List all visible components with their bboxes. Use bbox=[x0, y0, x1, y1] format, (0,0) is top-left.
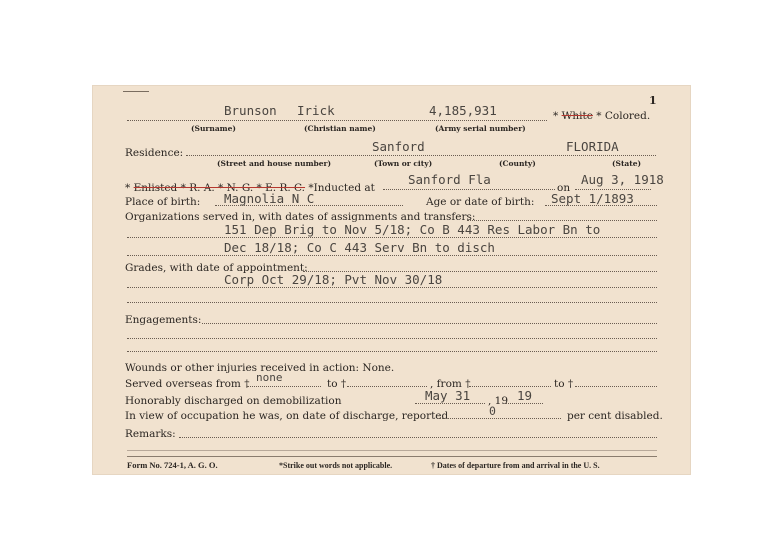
draft-record-card bbox=[93, 86, 690, 474]
birthplace-value: Magnolia N C bbox=[224, 191, 315, 206]
overseas-from2-line bbox=[469, 386, 551, 387]
birthdate-line bbox=[545, 205, 657, 206]
organizations-label: Organizations served in, with dates of assignments and transfers: bbox=[125, 211, 476, 223]
surname-value: Brunson bbox=[224, 103, 277, 118]
organizations-line-1: 151 Dep Brig to Nov 5/18; Co B 443 Res Labor Bn to bbox=[224, 222, 601, 237]
christian-name-value: Irick bbox=[297, 103, 335, 118]
town-value: Sanford bbox=[372, 139, 425, 154]
engagements-line-0 bbox=[202, 323, 657, 324]
organizations-underline-1 bbox=[127, 237, 657, 238]
discharge-year-value: 19 bbox=[517, 388, 533, 403]
serial-caption: (Army serial number) bbox=[435, 124, 526, 133]
remarks-label: Remarks: bbox=[125, 428, 176, 440]
grades-underline-1 bbox=[127, 287, 657, 288]
engagements-line-1 bbox=[127, 338, 657, 339]
grades-value: Corp Oct 29/18; Pvt Nov 30/18 bbox=[224, 272, 443, 287]
organizations-underline-2 bbox=[127, 255, 657, 256]
footer-rule bbox=[127, 456, 657, 457]
race-field: * White * Colored. bbox=[553, 110, 651, 122]
surname-caption: (Surname) bbox=[191, 124, 236, 133]
discharge-date-value: May 31 bbox=[425, 388, 471, 403]
induction-place-value: Sanford Fla bbox=[408, 172, 491, 187]
footnote-strike: *Strike out words not applicable. bbox=[279, 461, 393, 470]
county-caption: (County) bbox=[499, 159, 536, 168]
overseas-from2-label: , from † bbox=[430, 378, 471, 390]
residence-label: Residence: bbox=[125, 147, 184, 159]
disability-line bbox=[439, 418, 561, 419]
state-value: FLORIDA bbox=[566, 139, 619, 154]
remarks-rule bbox=[127, 450, 657, 451]
birthdate-value: Sept 1/1893 bbox=[551, 191, 634, 206]
percent-disabled-label: per cent disabled. bbox=[567, 410, 663, 422]
card-number: 1 bbox=[649, 94, 657, 107]
disability-label: In view of occupation he was, on date of discharge, reported bbox=[125, 410, 449, 422]
christian-name-caption: (Christian name) bbox=[304, 124, 376, 133]
corner-mark bbox=[123, 91, 149, 92]
engagements-line-2 bbox=[127, 351, 657, 352]
overseas-to2-label: to † bbox=[554, 378, 574, 390]
enlistment-type-field: * Enlisted * R. A. * N. G. * E. R. C. *Inducted at bbox=[125, 182, 375, 194]
overseas-from-label: Served overseas from † bbox=[125, 378, 250, 390]
organizations-line-0 bbox=[467, 220, 657, 221]
overseas-to2-line bbox=[575, 386, 657, 387]
wounds-text: Wounds or other injuries received in action: None. bbox=[125, 362, 395, 374]
induction-date-value: Aug 3, 1918 bbox=[581, 172, 664, 187]
overseas-from-value: none bbox=[256, 371, 283, 384]
birthplace-line bbox=[215, 205, 403, 206]
remarks-line bbox=[179, 437, 657, 438]
grades-label: Grades, with date of appointment: bbox=[125, 262, 308, 274]
name-line bbox=[127, 120, 547, 121]
birthdate-label: Age or date of birth: bbox=[426, 196, 535, 208]
state-caption: (State) bbox=[612, 159, 642, 168]
discharge-label: Honorably discharged on demobilization bbox=[125, 395, 342, 407]
discharge-date-line bbox=[415, 403, 485, 404]
overseas-from-line bbox=[247, 386, 321, 387]
footnote-dates: † Dates of departure from and arrival in the U. S. bbox=[431, 461, 600, 470]
serial-number-value: 4,185,931 bbox=[429, 103, 497, 118]
residence-line bbox=[186, 155, 656, 156]
induction-place-line bbox=[383, 189, 555, 190]
discharge-year-line bbox=[505, 403, 543, 404]
birthplace-label: Place of birth: bbox=[125, 196, 201, 208]
disability-value: 0 bbox=[489, 404, 496, 418]
induction-date-line bbox=[575, 189, 651, 190]
grades-underline-2 bbox=[127, 302, 657, 303]
organizations-line-2: Dec 18/18; Co C 443 Serv Bn to disch bbox=[224, 240, 495, 255]
on-label: on bbox=[557, 182, 571, 194]
engagements-label: Engagements: bbox=[125, 314, 202, 326]
overseas-to-line bbox=[347, 386, 427, 387]
form-number: Form No. 724-1, A. G. O. bbox=[127, 460, 218, 470]
overseas-to-label: to † bbox=[327, 378, 347, 390]
discharge-century: , 19 bbox=[488, 395, 509, 407]
street-caption: (Street and house number) bbox=[217, 159, 332, 168]
town-caption: (Town or city) bbox=[374, 159, 433, 168]
